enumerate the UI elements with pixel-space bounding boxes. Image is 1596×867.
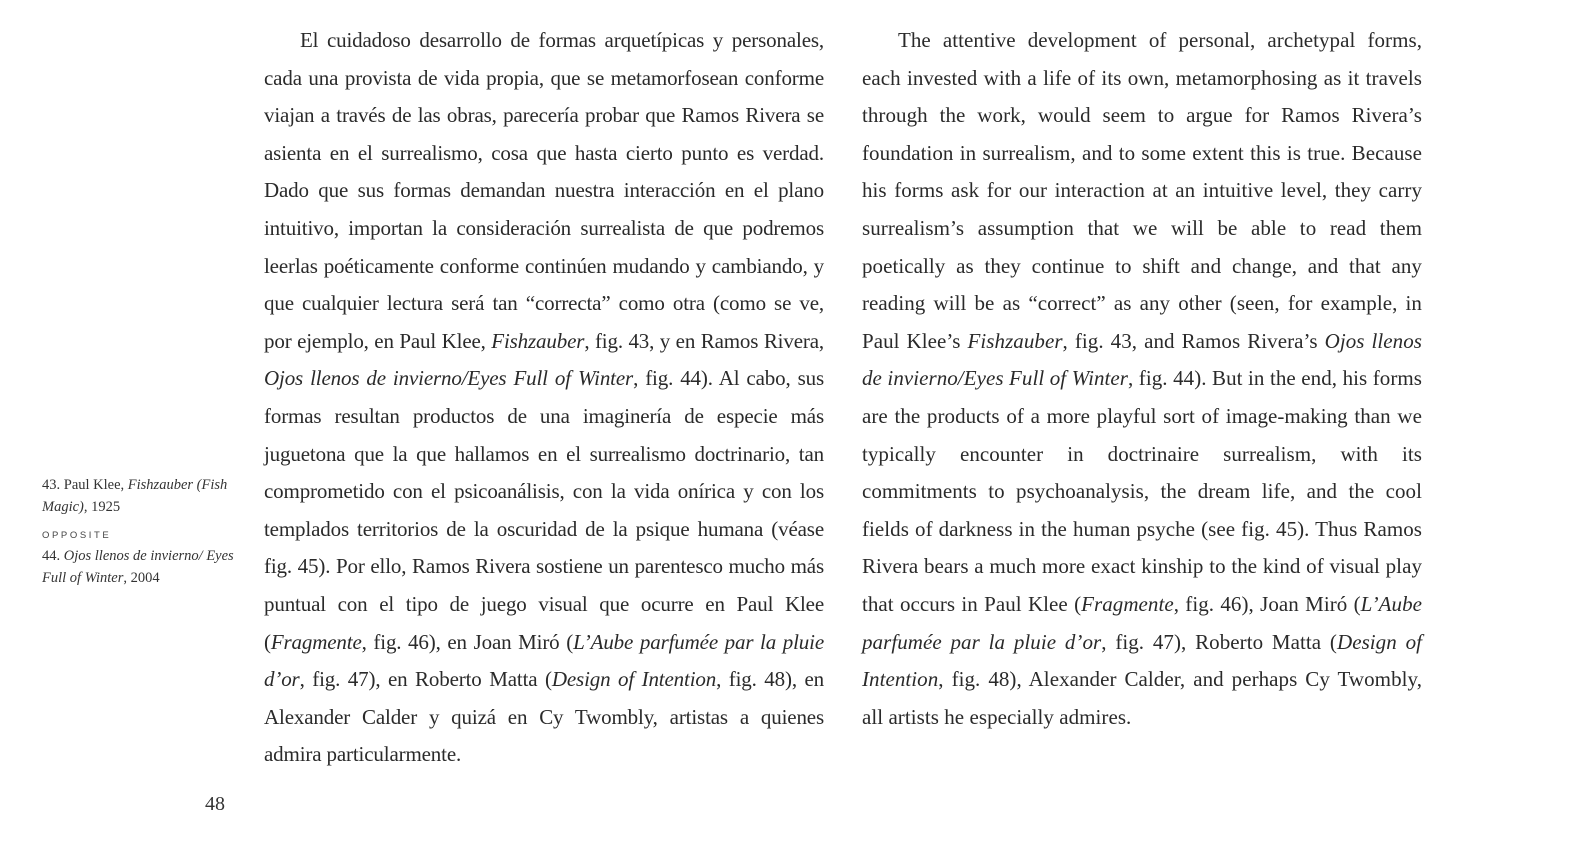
page-number: 48 bbox=[205, 793, 225, 815]
caption-fig-44-number: 44. bbox=[42, 548, 64, 564]
caption-fig-44 bbox=[42, 545, 254, 589]
english-text-3: , fig. 44). But in the end, his forms are the products of a more playful sort of image-making than we typically encounter in doctrinaire surrealism, with its commitments to psychoanalysis, the dream life, and the cool fields of darkness in the human psyche (see fig. 45). Thus Ramos Rivera bears a much more exact kinship to the kind of visual play that occurs in Paul Klee ( bbox=[862, 366, 1422, 616]
english-italic-fishzauber: Fishzauber bbox=[967, 328, 1063, 353]
english-text-column bbox=[862, 22, 1422, 736]
english-paragraph bbox=[862, 22, 1422, 736]
spanish-text-column bbox=[264, 22, 824, 774]
english-italic-fragmente: Fragmente bbox=[1081, 591, 1174, 616]
spanish-italic-design: Design of Intention bbox=[551, 667, 717, 692]
english-text-4: , fig. 46), Joan Miró ( bbox=[1173, 591, 1361, 616]
spanish-italic-aube: L’Aube parfumée par la pluie d’or bbox=[264, 629, 825, 692]
english-text-6: , fig. 48), Alexander Calder, and perhaps Cy Twombly, all artists he especially admires. bbox=[862, 667, 1422, 729]
english-italic-ojos: Ojos llenos de invierno/Eyes Full of Winter bbox=[862, 328, 1423, 391]
spanish-text-5: , fig. 47), en Roberto Matta ( bbox=[299, 667, 552, 692]
english-italic-design: Design of Intention bbox=[862, 629, 1422, 692]
figure-captions bbox=[42, 474, 254, 589]
caption-fig-43 bbox=[42, 474, 254, 518]
spanish-text-4: , fig. 46), en Joan Miró ( bbox=[361, 629, 574, 654]
caption-fig-44-date: , 2004 bbox=[123, 570, 160, 586]
caption-fig-43-title: Fishzauber (Fish Magic) bbox=[42, 477, 228, 515]
english-text-5: , fig. 47), Roberto Matta ( bbox=[1101, 629, 1337, 654]
english-text-1: The attentive development of personal, archetypal forms, each invested with a life of its own, metamorphosing as it travels through the work, would seem to argue for Ramos Rivera’s foundation in surrealism, and to some extent this is true. Because his forms ask for our interaction at an intuitive level, they carry surrealism’s assumption that we will be able to read them poetically as they continue to shift and change, and that any reading will be as “correct” as any other (seen, for example, in Paul Klee’s bbox=[862, 28, 1422, 353]
caption-fig-43-date: , 1925 bbox=[83, 499, 121, 515]
spanish-text-2: , fig. 43, y en Ramos Rivera, bbox=[584, 328, 825, 353]
english-italic-aube: L’Aube parfumée par la pluie d’or bbox=[862, 591, 1422, 654]
spanish-text-1: El cuidadoso desarrollo de formas arquetípicas y personales, cada una provista de vida propia, que se metamorfosean conforme viajan a través de las obras, parecería probar que Ramos Rivera se asienta en el surrealismo, cosa que hasta cierto punto es verdad. Dado que sus formas demandan nuestra interacción en el plano intuitivo, importan la consideración surrealista de que podremos leerlas poéticamente conforme continúen mudando y cambiando, y que cualquier lectura será tan “correcta” como otra (como se ve, por ejemplo, en Paul Klee, bbox=[264, 28, 824, 353]
caption-fig-44-title: Ojos llenos de invierno/ Eyes Full of Winter bbox=[42, 548, 234, 586]
spanish-text-3: , fig. 44). Al cabo, sus formas resultan productos de una imaginería de especie más juguetona que la que hallamos en el surrealismo doctrinario, tan comprometido con el psicoanálisis, con la vida onírica y con los templados territorios de la oscuridad de la psique humana (véase fig. 45). Por ello, Ramos Rivera sostiene un parentesco mucho más puntual con el tipo de juego visual que ocurre en Paul Klee ( bbox=[264, 366, 824, 654]
spanish-italic-ojos: Ojos llenos de invierno/Eyes Full of Winter bbox=[264, 366, 634, 391]
spanish-paragraph bbox=[264, 22, 824, 774]
english-text-2: , fig. 43, and Ramos Rivera’s bbox=[1062, 328, 1325, 353]
caption-opposite-label: OPPOSITE bbox=[42, 530, 112, 541]
spanish-italic-fishzauber: Fishzauber bbox=[491, 328, 585, 353]
spanish-italic-fragmente: Fragmente bbox=[270, 629, 362, 654]
caption-fig-43-number: 43. Paul Klee, bbox=[42, 477, 128, 493]
spanish-text-6: , fig. 48), en Alexander Calder y quizá en Cy Twombly, artistas a quienes admira particularmente. bbox=[264, 667, 824, 767]
